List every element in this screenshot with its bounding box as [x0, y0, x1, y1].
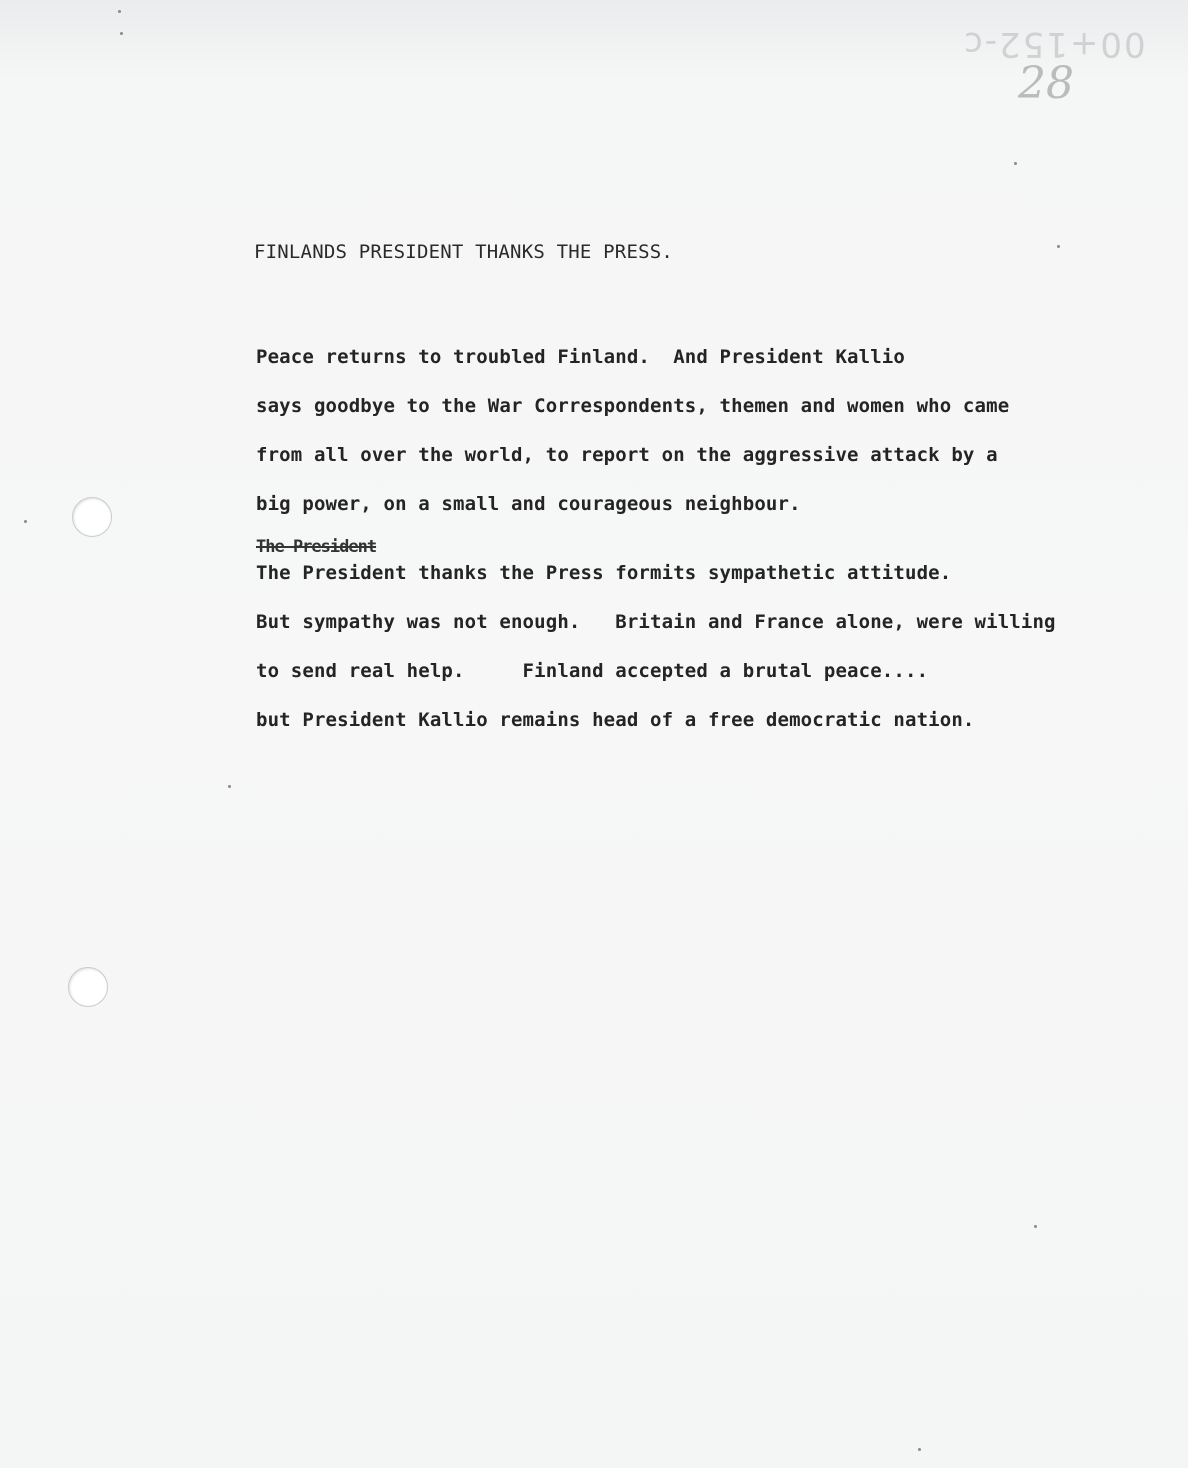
archive-number: 00+152-c	[962, 24, 1146, 64]
paragraph-2-line: but President Kallio remains head of a free democratic nation.	[256, 709, 975, 731]
paper-speck	[918, 1448, 921, 1451]
punch-hole-top	[72, 497, 112, 537]
punch-hole-bottom	[68, 967, 108, 1007]
body-text	[256, 339, 1156, 751]
paragraph-1-line: from all over the world, to report on the aggressive attack by a	[256, 444, 998, 466]
handwritten-page-number: 28	[1018, 58, 1074, 109]
paper-speck	[1057, 245, 1060, 248]
struck-out-text	[256, 537, 1156, 565]
paper-speck	[24, 520, 27, 523]
paragraph-2-line: The President thanks the Press formits sympathetic attitude.	[256, 562, 952, 584]
headline: FINLANDS PRESIDENT THANKS THE PRESS.	[254, 241, 674, 263]
paragraph-2-line: to send real help. Finland accepted a brutal peace....	[256, 660, 929, 682]
paper-speck	[120, 32, 123, 35]
paragraph-1-line: big power, on a small and courageous neighbour.	[256, 493, 801, 515]
archive-annotations	[952, 18, 1152, 108]
struck-out-words: The President	[256, 537, 377, 557]
paper-speck	[118, 10, 121, 13]
paragraph-2-line: But sympathy was not enough. Britain and France alone, were willing	[256, 611, 1056, 633]
paragraph-1-line: says goodbye to the War Correspondents, themen and women who came	[256, 395, 1010, 417]
paragraph-1-line: Peace returns to troubled Finland. And President Kallio	[256, 346, 905, 368]
paper-speck	[228, 785, 231, 788]
paper-speck	[1014, 162, 1017, 165]
paper-speck	[1034, 1225, 1037, 1228]
